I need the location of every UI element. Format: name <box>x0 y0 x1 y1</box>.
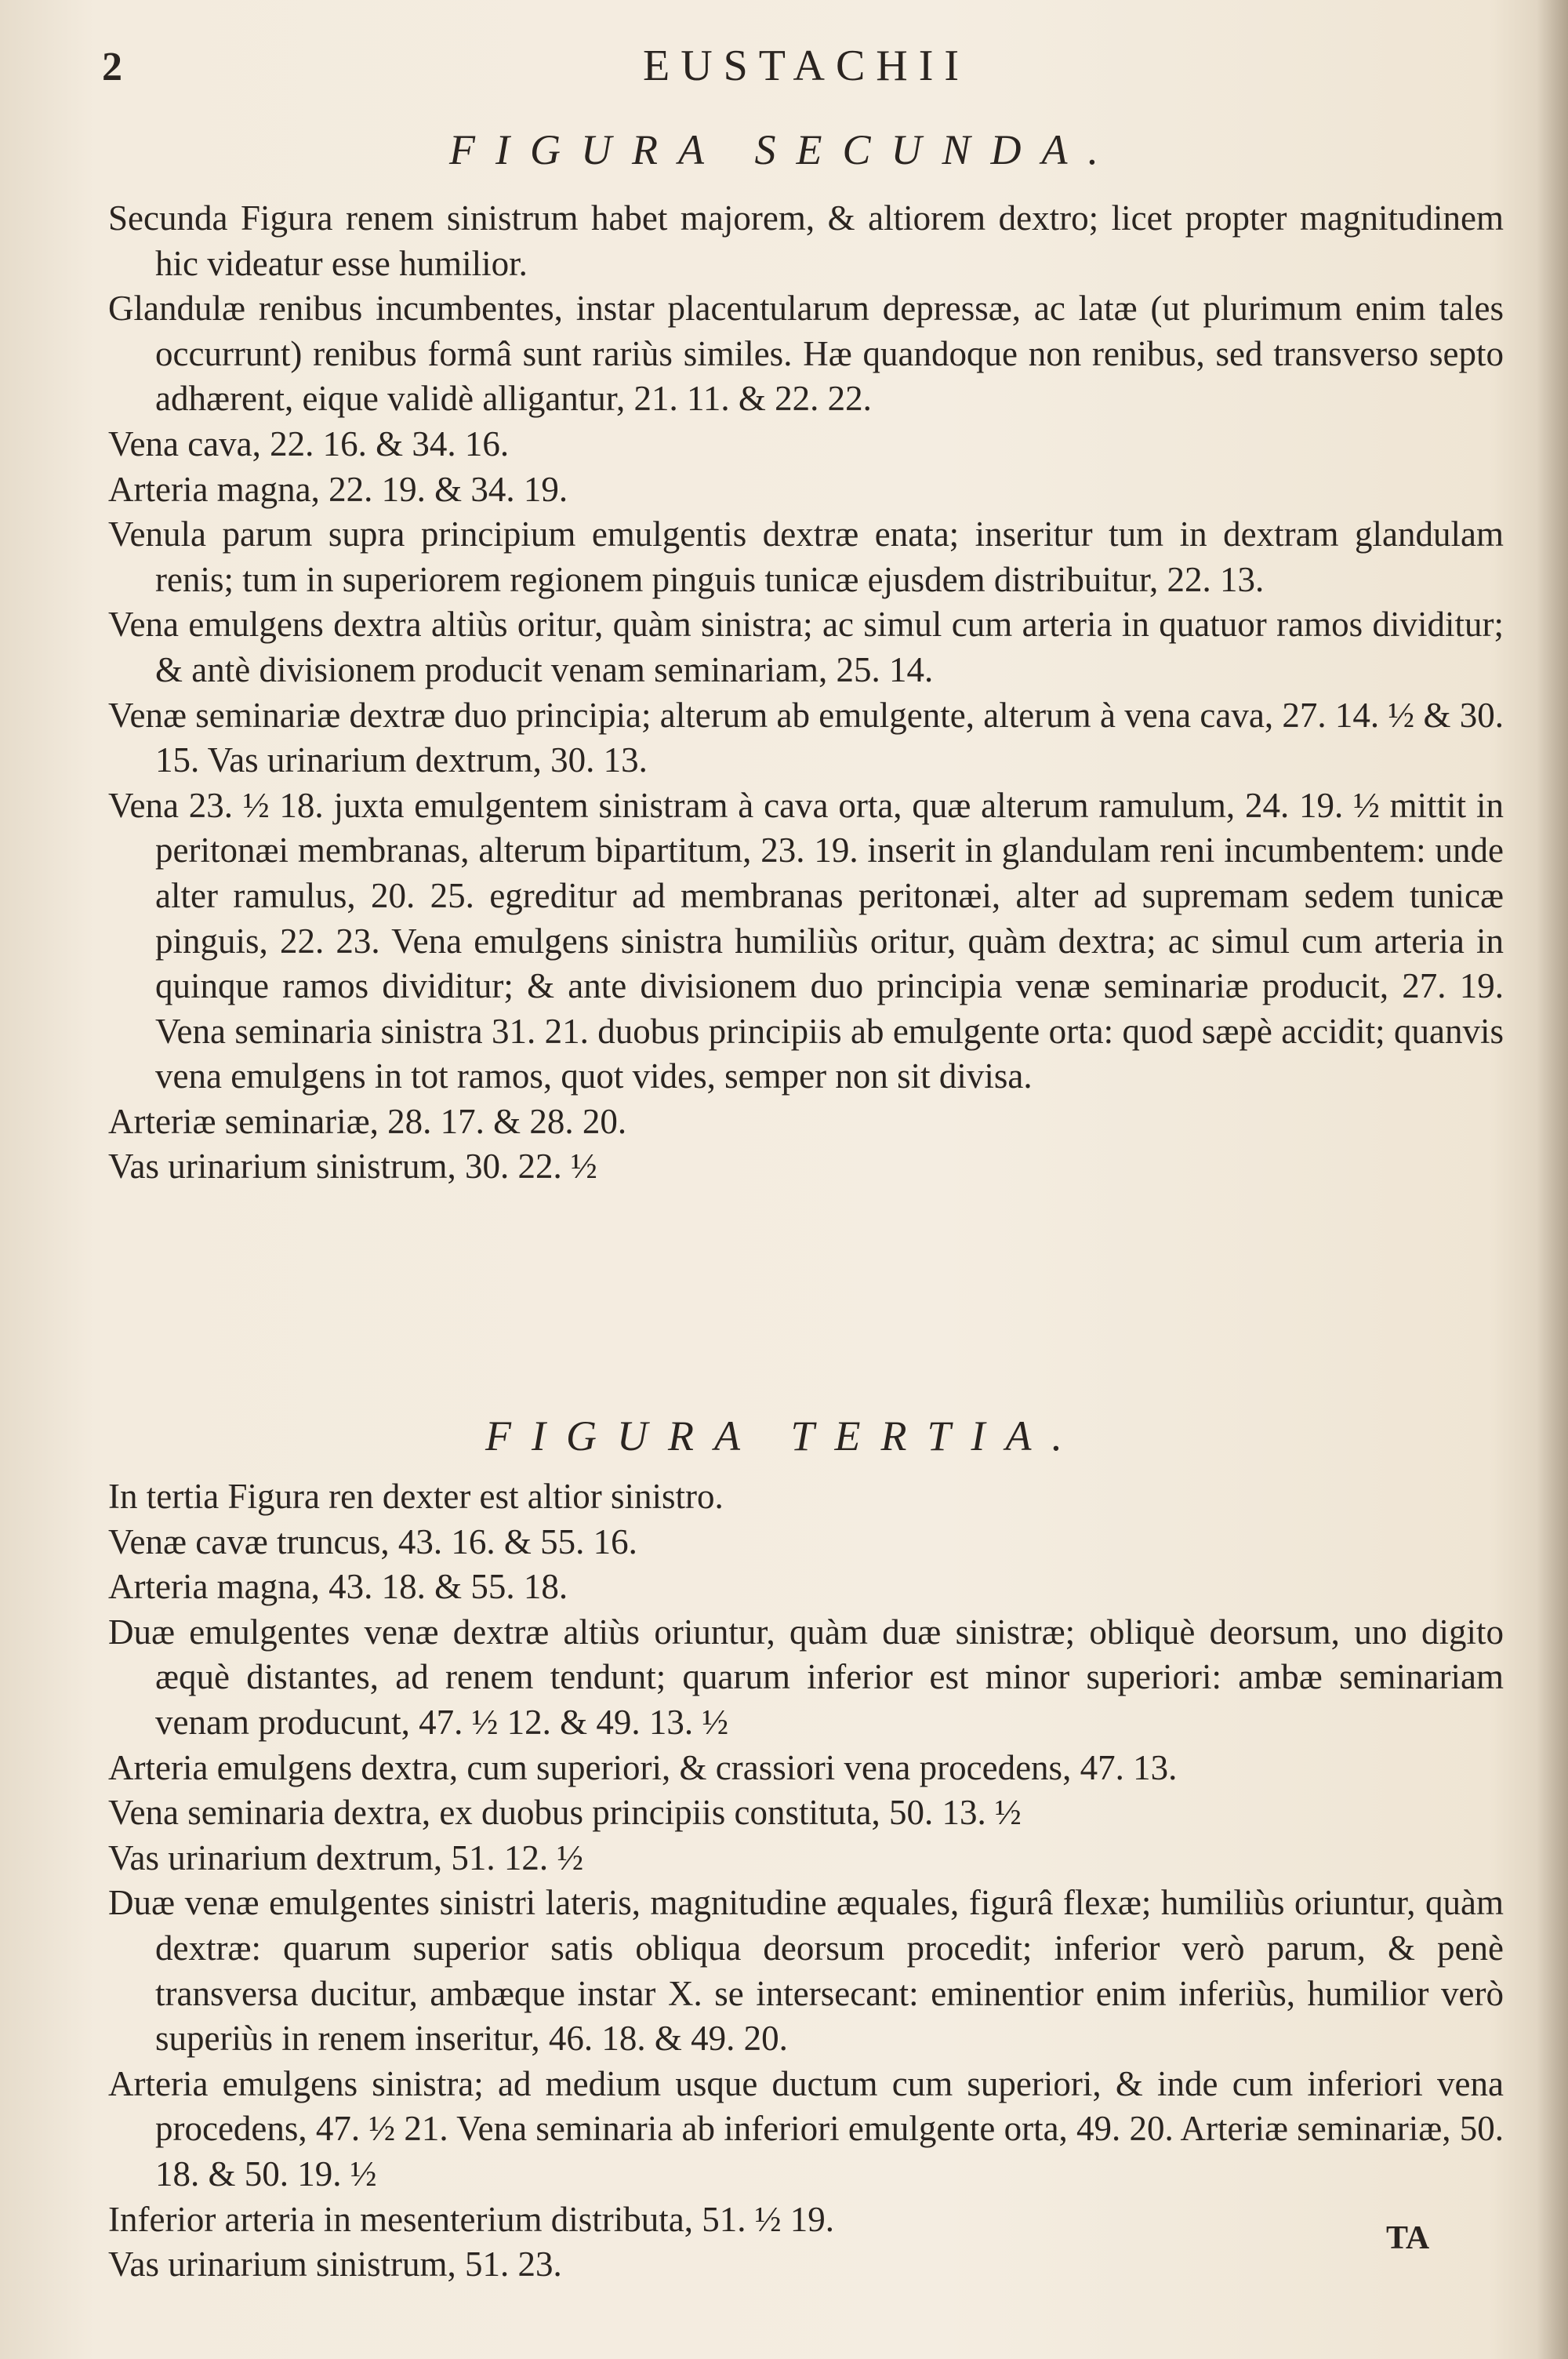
section-title-figura-secunda: FIGURA SECUNDA. <box>449 126 1119 173</box>
figura-secunda-entries <box>108 196 1504 1190</box>
entry: Vas urinarium sinistrum, 51. 23. <box>108 2245 562 2284</box>
entry: Arteria magna, 22. 19. & 34. 19. <box>108 469 568 509</box>
page-number: 2 <box>102 45 122 89</box>
page-header <box>94 41 1466 96</box>
entry: Vena 23. ½ 18. juxta emulgentem sinistram à cava orta, quæ alterum ramulum, 24. 19. ½ mittit in peritonæi membranas, alterum bipartitum, 23. 19. inserit in glandulam reni incumbentem: unde alter ramulus, 20. 25. egreditur ad membranas peritonæi, alter ad supremam sedem tunicæ pinguis, 22. 23. Vena emulgens sinistra humiliùs oritur, quàm dextra; ac simul cum arteria in quinque ramos dividitur; & ante divisionem duo principia venæ seminariæ producit, 27. 19. Vena seminaria sinistra 31. 21. duobus principiis ab emulgente orta: quod sæpè accidit; quanvis vena emulgens in tot ramos, quot vides, semper non sit divisa. <box>108 785 1504 1096</box>
entry: Arteria emulgens sinistra; ad medium usque ductum cum superiori, & inde cum inferiori vena procedens, 47. ½ 21. Vena seminaria ab inferiori emulgente orta, 49. 20. Arteriæ seminariæ, 50. 18. & 50. 19. ½ <box>108 2063 1504 2194</box>
entry: Vena cava, 22. 16. & 34. 16. <box>108 423 510 463</box>
entry: Vena emulgens dextra altiùs oritur, quàm sinistra; ac simul cum arteria in quatuor ramos dividitur; & antè divisionem producit venam seminariam, 25. 14. <box>108 605 1504 689</box>
entry: Venæ cavæ truncus, 43. 16. & 55. 16. <box>108 1521 637 1561</box>
entry: Vena seminaria dextra, ex duobus principiis constituta, 50. 13. ½ <box>108 1793 1022 1833</box>
page-gutter-shadow <box>1537 0 1568 2359</box>
entry: Inferior arteria in mesenterium distributa, 51. ½ 19. <box>108 2199 834 2239</box>
entry: Vas urinarium sinistrum, 30. 22. ½ <box>108 1147 597 1187</box>
catchword: TA <box>1386 2220 1430 2256</box>
entry: Arteria magna, 43. 18. & 55. 18. <box>108 1567 568 1607</box>
entry: Duæ venæ emulgentes sinistri lateris, magnitudine æquales, figurâ flexæ; humiliùs oriuntur, quàm dextræ: quarum superior satis obliqua deorsum procedit; inferior verò parum, & penè transversa ducitur, ambæque instar X. se intersecant: eminentior enim inferiùs, humilior verò superiùs in renem inseritur, 46. 18. & 49. 20. <box>108 1883 1504 2059</box>
entry: In tertia Figura ren dexter est altior sinistro. <box>108 1477 724 1516</box>
entry: Venæ seminariæ dextræ duo principia; alterum ab emulgente, alterum à vena cava, 27. 14. ½ & 30. 15. Vas urinarium dextrum, 30. 13. <box>108 695 1504 780</box>
entry: Vas urinarium dextrum, 51. 12. ½ <box>108 1837 584 1877</box>
section-title-figura-tertia: FIGURA TERTIA. <box>485 1412 1083 1459</box>
entry: Secunda Figura renem sinistrum habet majorem, & altiorem dextro; licet propter magnitudinem hic videatur esse humilior. <box>108 198 1504 283</box>
entry: Duæ emulgentes venæ dextræ altiùs oriuntur, quàm duæ sinistræ; obliquè deorsum, uno digito æquè distantes, ad renem tendunt; quarum inferior est minor superiori: ambæ seminariam venam producunt, 47. ½ 12. & 49. 13. ½ <box>108 1612 1504 1742</box>
entry: Arteriæ seminariæ, 28. 17. & 28. 20. <box>108 1101 627 1141</box>
entry: Glandulæ renibus incumbentes, instar placentularum depressæ, ac latæ (ut plurimum enim tales occurrunt) renibus formâ sunt rariùs similes. Hæ quandoque non renibus, sed transverso septo adhærent, eique validè alligantur, 21. 11. & 22. 22. <box>108 289 1504 419</box>
entry: Arteria emulgens dextra, cum superiori, & crassiori vena procedens, 47. 13. <box>108 1747 1178 1787</box>
figura-tertia-entries <box>108 1474 1504 2288</box>
running-head: EUSTACHII <box>643 42 971 90</box>
entry: Venula parum supra principium emulgentis dextræ enata; inseritur tum in dextram glandulam renis; tum in superiorem regionem pinguis tunicæ ejusdem distribuitur, 22. 13. <box>108 514 1504 599</box>
